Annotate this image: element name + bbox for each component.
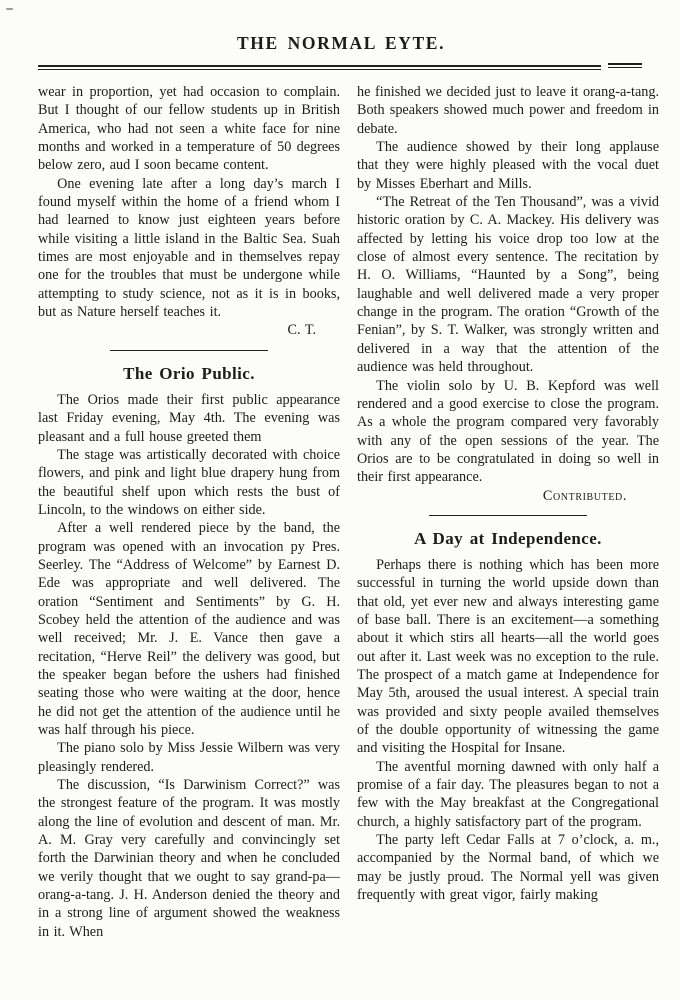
masthead-rule <box>38 65 642 70</box>
right-column <box>357 83 659 941</box>
section-divider <box>429 515 587 516</box>
paragraph: Perhaps there is nothing which has been more successful in turning the world upside down than that old, yet ever new and always interesting game of base ball. There is an excitement—a something about it which stirs all hearts—all the world goes out after it. Last week was no exception to the rule. The prospect of a match game at Independence for May 5th, aroused the usual interest. A special train was provided and sixty people availed themselves of the double opportunity of witnessing the game and visiting the Hospital for Insane. <box>357 556 659 757</box>
paragraph: he finished we decided just to leave it orang-a-tang. Both speakers showed much power and freedom in debate. <box>357 84 659 137</box>
paragraph: The party left Cedar Falls at 7 o’clock, a. m., accompanied by the Normal band, of which we may be justly proud. The Normal yell was given frequently with great vigor, fairly making <box>357 832 659 904</box>
paragraph: The audience showed by their long applause that they were highly pleased with the vocal duet by Misses Eberhart and Mills. <box>357 139 659 192</box>
masthead-rule-main <box>38 65 601 70</box>
paragraph: The discussion, “Is Darwinism Correct?” was the strongest feature of the program. It was mostly along the line of evolution and descent of man. Mr. A. M. Gray very carefully and convincingly set forth the Darwinian theory and when he concluded we verily thought that we ought to say grand-pa—orang-a-tang. J. H. Anderson denied the theory and in a strong line of argument showed the weakness in it. When <box>38 777 340 940</box>
paragraph: The piano solo by Miss Jessie Wilbern was very pleasingly rendered. <box>38 740 340 775</box>
paragraph: The stage was artistically decorated with choice flowers, and pink and light blue drapery hung from the beautiful shelf upon which rests the bust of Lincoln, to the windows on either side. <box>38 446 340 518</box>
scan-speck <box>6 8 13 10</box>
article-left-continuation <box>38 83 340 340</box>
left-column <box>38 83 340 941</box>
paragraph: One evening late after a long day’s march I found myself within the home of a friend whom I had learned to know just eighteen years before while visiting a little island in the Baltic Sea. Suah times are most enjoyable and in themselves repay one for the troubles that must be undergone while attempting to study science, not as it is in books, but as Nature herself teaches it. <box>38 175 340 321</box>
paragraph: “The Retreat of the Ten Thousand”, was a vivid historic oration by C. A. Mackey. His delivery was affected by letting his voice drop too low at the close of almost every sentence. The recitation by H. O. Williams, “Haunted by a Song”, being laughable and well delivered made a very proper change in the program. The oration “Growth of the Fenian”, by S. T. Walker, was strongly written and delivered in a way that the attention of the audience was held throughout. <box>357 194 659 376</box>
column-layout <box>38 83 659 941</box>
article-signature: Contributed. <box>542 487 627 504</box>
paragraph: After a well rendered piece by the band, the program was opened with an invocation py Pres. Seerley. The “Address of Welcome” by Earnest D. Ede was appropriate and well delivered. The oration “Sentiment and Sentiments” by G. H. Scobey held the attention of the audience and was well received; Mr. J. E. Vance then gave a recitation, “Herve Reil” the delivery was good, but the speaker began before the ushers had finished seating those who were waiting at the door, hence he did not get the attention of the audience until he was half through his piece. <box>38 520 340 738</box>
masthead-title: THE NORMAL EYTE. <box>236 33 446 53</box>
article-day-at-independence <box>357 529 659 905</box>
masthead-rule-end <box>608 63 642 68</box>
article-title: A Day at Independence. <box>414 528 602 548</box>
paragraph: The aventful morning dawned with only half a promise of a fair day. The pleasures began to not a few with the May breakfast at the Congregational church, a highly satisfactory part of the program. <box>357 758 659 830</box>
paragraph: The violin solo by U. B. Kepford was well rendered and a good exercise to close the program. As a whole the program compared very favorably with any of the open sessions of the year. The Orios are to be congratulated in doing so well in their first appearance. <box>357 377 659 486</box>
article-signature: C. T. <box>287 322 316 339</box>
page-header <box>38 33 644 70</box>
paragraph: The Orios made their first public appearance last Friday evening, May 4th. The evening was pleasant and a full house greeted them <box>38 391 340 445</box>
article-orio-public <box>38 364 340 941</box>
paragraph: wear in proportion, yet had occasion to complain. But I thought of our fellow students up in British America, who had not seen a white face for nine months and worked in a temperature of 50 degrees below zero, aud I soon became content. <box>38 84 340 174</box>
article-right-continuation <box>357 83 659 505</box>
section-divider <box>110 350 268 351</box>
article-title: The Orio Public. <box>123 363 255 383</box>
